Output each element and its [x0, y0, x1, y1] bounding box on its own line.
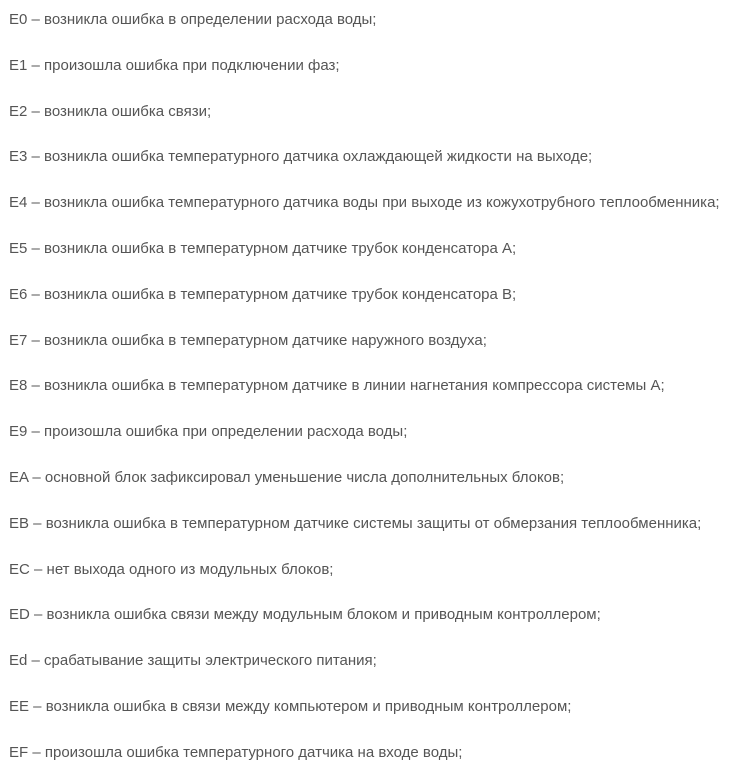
error-item-e2 — [9, 103, 749, 149]
error-code: E1 — [9, 56, 28, 74]
separator: – — [27, 331, 45, 349]
error-description: возникла ошибка температурного датчика воды при выходе из кожухотрубного теплообменника; — [44, 194, 720, 212]
separator: – — [27, 148, 45, 166]
error-description: возникла ошибка в температурном датчике наружного воздуха; — [44, 331, 487, 349]
error-code-list — [9, 11, 749, 774]
error-code: ED — [9, 606, 30, 624]
error-item-e7 — [9, 332, 749, 378]
error-description: возникла ошибка в температурном датчике трубок конденсатора А; — [44, 239, 517, 257]
separator: – — [29, 560, 47, 578]
error-item-e9 — [9, 423, 749, 469]
separator: – — [27, 423, 45, 441]
error-item-ee — [9, 698, 749, 744]
separator: – — [28, 743, 45, 761]
error-code: E8 — [9, 377, 28, 395]
error-item-e1 — [9, 57, 749, 103]
error-description: возникла ошибка в температурном датчике в линии нагнетания компрессора системы А; — [44, 377, 665, 395]
error-description: возникла ошибка связи между модульным блоком и приводным контроллером; — [46, 606, 601, 624]
separator: – — [29, 606, 47, 624]
error-code: EE — [9, 697, 30, 715]
error-code: E7 — [9, 331, 28, 349]
error-code: EA — [9, 468, 29, 486]
error-description: произошла ошибка при определении расхода воды; — [44, 423, 408, 441]
error-description: возникла ошибка температурного датчика охлаждающей жидкости на выходе; — [44, 148, 593, 166]
error-description: возникла ошибка в температурном датчике системы защиты от обмерзания теплообменника; — [45, 514, 702, 532]
error-description: нет выхода одного из модульных блоков; — [46, 560, 334, 578]
error-item-ed-lower — [9, 652, 749, 698]
separator: – — [28, 468, 45, 486]
separator: – — [27, 56, 45, 74]
separator: – — [27, 102, 45, 120]
separator: – — [27, 194, 45, 212]
separator: – — [29, 514, 46, 532]
separator: – — [29, 697, 46, 715]
error-description: произошла ошибка температурного датчика на входе воды; — [44, 743, 463, 761]
error-item-e0 — [9, 11, 749, 57]
error-item-e4 — [9, 194, 749, 240]
error-code: E4 — [9, 194, 28, 212]
error-description: произошла ошибка при подключении фаз; — [44, 56, 340, 74]
error-item-ec — [9, 561, 749, 607]
error-item-ef — [9, 744, 749, 774]
separator: – — [27, 239, 45, 257]
error-code: E0 — [9, 11, 28, 28]
error-code: E3 — [9, 148, 28, 166]
error-item-ed-upper — [9, 606, 749, 652]
error-code: E5 — [9, 239, 28, 257]
error-item-e8 — [9, 377, 749, 423]
error-code: EF — [9, 743, 29, 761]
error-description: основной блок зафиксировал уменьшение числа дополнительных блоков; — [44, 468, 565, 486]
error-description: возникла ошибка в температурном датчике трубок конденсатора В; — [44, 285, 517, 303]
error-item-e3 — [9, 148, 749, 194]
error-description: возникла ошибка связи; — [44, 102, 212, 120]
error-description: возникла ошибка в определении расхода воды; — [44, 11, 377, 28]
error-code: E2 — [9, 102, 28, 120]
separator: – — [27, 11, 45, 28]
separator: – — [27, 377, 45, 395]
error-item-e6 — [9, 286, 749, 332]
separator: – — [27, 652, 45, 670]
error-item-e5 — [9, 240, 749, 286]
error-code: EB — [9, 514, 30, 532]
error-code: EC — [9, 560, 30, 578]
error-item-ea — [9, 469, 749, 515]
error-code: Ed — [9, 652, 28, 670]
error-description: срабатывание защиты электрического питания; — [44, 652, 377, 670]
error-description: возникла ошибка в связи между компьютером и приводным контроллером; — [45, 697, 572, 715]
error-code: E6 — [9, 285, 28, 303]
separator: – — [27, 285, 45, 303]
error-item-eb — [9, 515, 749, 561]
error-code: E9 — [9, 423, 28, 441]
